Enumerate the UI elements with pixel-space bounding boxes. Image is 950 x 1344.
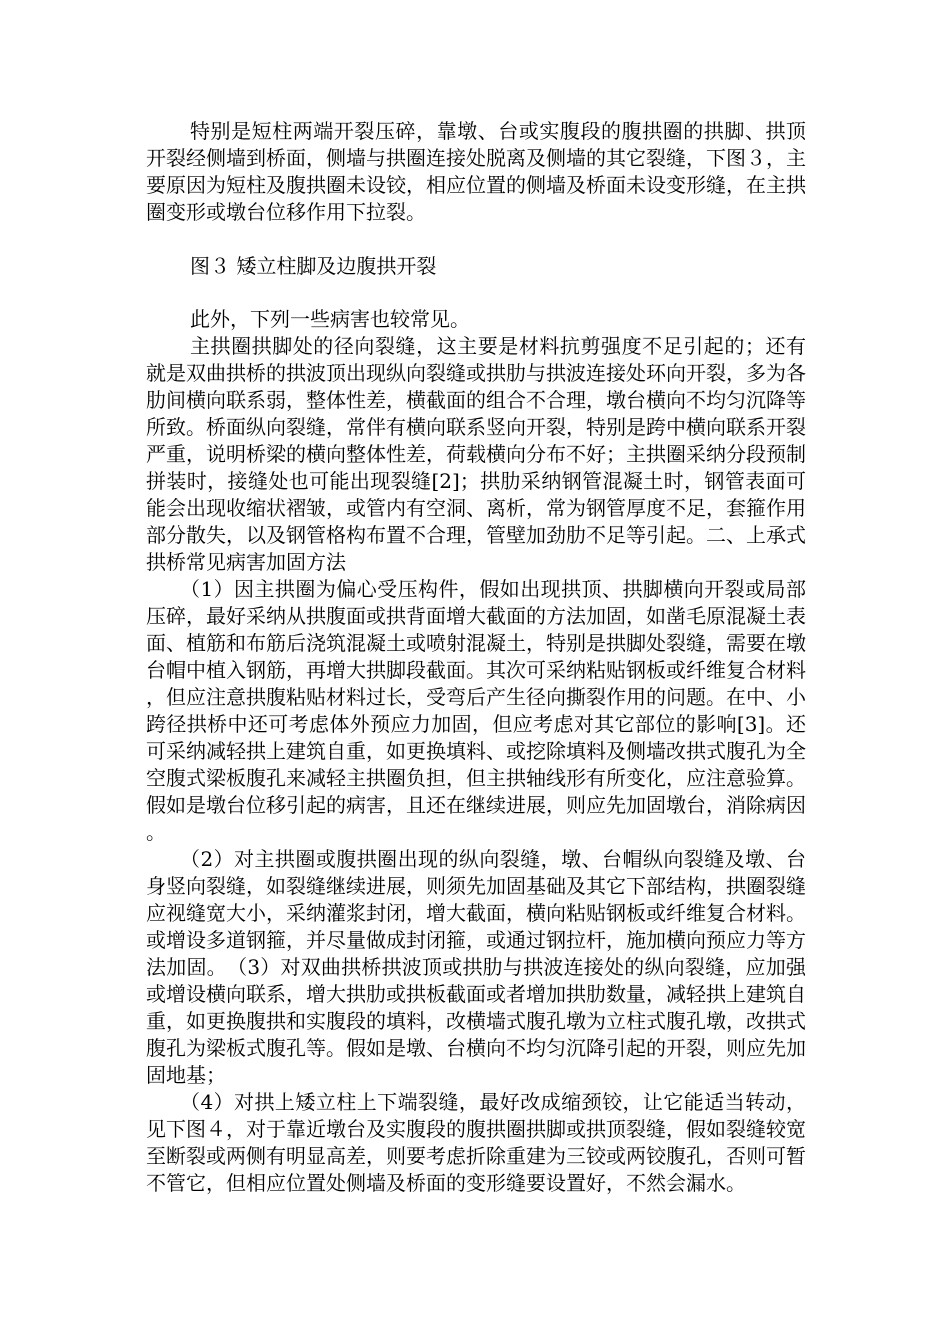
figure-caption: 图３ 矮立柱脚及边腹拱开裂 bbox=[190, 254, 437, 278]
paragraph-main-arch-radial-cracks: 主拱圈拱脚处的径向裂缝，这主要是材料抗剪强度不足引起的；还有就是双曲拱桥的拱波顶出现纵向裂缝或拱肋与拱波连接处环向开裂，多为各肋间横向联系弱，整体性差，横截面的组合不合理，墩台横向不均匀沉降等所致。桥面纵向裂缝，常伴有横向联系竖向开裂，特别是跨中横向联系开裂严重，说明桥梁的横向整体性差，荷载横向分布不好；主拱圈采纳分段预制拼装时，接缝处也可能出现裂缝[2]；拱肋采纳钢管混凝土时，钢管表面可能会出现收缩状褶皱，或管内有空洞、离析，常为钢管厚度不足，套箍作用部分散失，以及钢管格构布置不合理，管壁加劲肋不足等引起。二、上承式拱桥常见病害加固方法 bbox=[146, 334, 806, 574]
document-page bbox=[146, 118, 806, 1197]
paragraph-short-column-cracking: 特别是短柱两端开裂压碎，靠墩、台或实腹段的腹拱圈的拱脚、拱顶开裂经侧墙到桥面，侧墙与拱圈连接处脱离及侧墙的其它裂缝，下图３，主要原因为短柱及腹拱圈未设铰，相应位置的侧墙及桥面未设变形缝，在主拱圈变形或墩台位移作用下拉裂。 bbox=[146, 119, 806, 224]
paragraph-method-4: （4）对拱上矮立柱上下端裂缝，最好改成缩颈铰，让它能适当转动，见下图４，对于靠近墩台及实腹段的腹拱圈拱脚或拱顶裂缝，假如裂缝较宽至断裂或两侧有明显高差，则要考虑折除重建为三铰或两铰腹孔，否则可暂不管它，但相应位置处侧墙及桥面的变形缝要设置好，不然会漏水。 bbox=[146, 1090, 806, 1195]
paragraph-other-defects-intro: 此外，下列一些病害也较常见。 bbox=[190, 307, 470, 331]
paragraph-method-2-3: （2）对主拱圈或腹拱圈出现的纵向裂缝，墩、台帽纵向裂缝及墩、台身竖向裂缝，如裂缝继续进展，则须先加固基础及其它下部结构，拱圈裂缝应视缝宽大小，采纳灌浆封闭，增大截面，横向粘贴钢板或纤维复合材料。或增设多道钢箍，并尽量做成封闭箍，或通过钢拉杆，施加横向预应力等方法加固。 （3）对双曲拱桥拱波顶或拱肋与拱波连接处的纵向裂缝，应加强或增设横向联系，增大拱肋或拱板截面或者增加拱肋数量，减轻拱上建筑自重，如更换腹拱和实腹段的填料，改横墙式腹孔墩为立柱式腹孔墩，改拱式腹孔为梁板式腹孔等。假如是墩、台横向不均匀沉降引起的开裂，则应先加固地基； bbox=[146, 847, 806, 1087]
paragraph-method-1: （1）因主拱圈为偏心受压构件，假如出现拱顶、拱脚横向开裂或局部压碎，最好采纳从拱腹面或拱背面增大截面的方法加固，如凿毛原混凝土表面、植筋和布筋后浇筑混凝土或喷射混凝土，特别是拱脚处裂缝，需要在墩台帽中植入钢筋，再增大拱脚段截面。其次可采纳粘贴钢板或纤维复合材料，但应注意拱腹粘贴材料过长，受弯后产生径向撕裂作用的问题。在中、小跨径拱桥中还可考虑体外预应力加固，但应考虑对其它部位的影响[3]。还可采纳减轻拱上建筑自重，如更换填料、或挖除填料及侧墙改拱式腹孔为全空腹式梁板腹孔来减轻主拱圈负担，但主拱轴线形有所变化，应注意验算。假如是墩台位移引起的病害，且还在继续进展，则应先加固墩台，消除病因。 bbox=[146, 577, 806, 844]
